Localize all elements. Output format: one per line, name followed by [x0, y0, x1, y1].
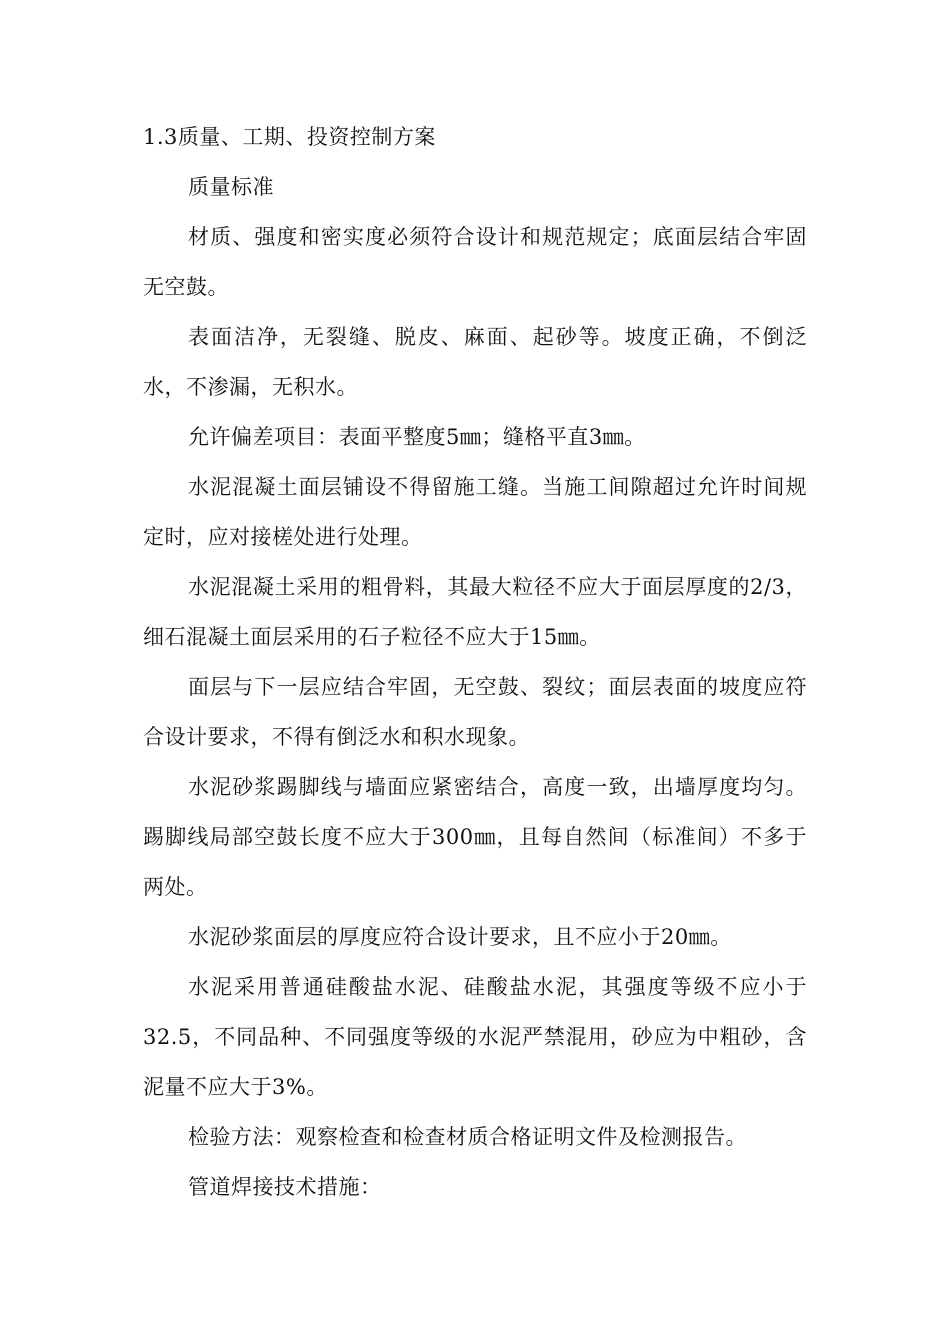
section-heading: 1.3质量、工期、投资控制方案	[143, 125, 436, 149]
paragraph-construction-joint: 水泥混凝土面层铺设不得留施工缝。当施工间隙超过允许时间规定时，应对接槎处进行处理。	[143, 475, 807, 549]
paragraph-skirting-line: 水泥砂浆踢脚线与墙面应紧密结合，高度一致，出墙厚度均匀。踢脚线局部空鼓长度不应大于300㎜，且每自然间（标准间）不多于两处。	[143, 775, 807, 899]
paragraph-pipe-welding: 管道焊接技术措施：	[188, 1175, 382, 1199]
paragraph-material-strength: 材质、强度和密实度必须符合设计和规范规定；底面层结合牢固无空鼓。	[143, 225, 807, 299]
paragraph-surface-cleanliness: 表面洁净，无裂缝、脱皮、麻面、起砂等。坡度正确，不倒泛水，不渗漏，无积水。	[143, 325, 807, 399]
paragraph-layer-bonding: 面层与下一层应结合牢固，无空鼓、裂纹；面层表面的坡度应符合设计要求，不得有倒泛水和积水现象。	[143, 675, 807, 749]
paragraph-quality-standard: 质量标准	[188, 175, 274, 199]
paragraph-allowed-deviation: 允许偏差项目：表面平整度5㎜；缝格平直3㎜。	[188, 425, 646, 449]
paragraph-coarse-aggregate: 水泥混凝土采用的粗骨料，其最大粒径不应大于面层厚度的2/3，细石混凝土面层采用的石子粒径不应大于15㎜。	[143, 575, 807, 649]
paragraph-inspection-method: 检验方法：观察检查和检查材质合格证明文件及检测报告。	[188, 1125, 747, 1149]
paragraph-cement-requirements: 水泥采用普通硅酸盐水泥、硅酸盐水泥，其强度等级不应小于32.5，不同品种、不同强度等级的水泥严禁混用，砂应为中粗砂，含泥量不应大于3%。	[143, 975, 807, 1099]
paragraph-mortar-thickness: 水泥砂浆面层的厚度应符合设计要求，且不应小于20㎜。	[188, 925, 732, 949]
document-body	[143, 112, 807, 1212]
